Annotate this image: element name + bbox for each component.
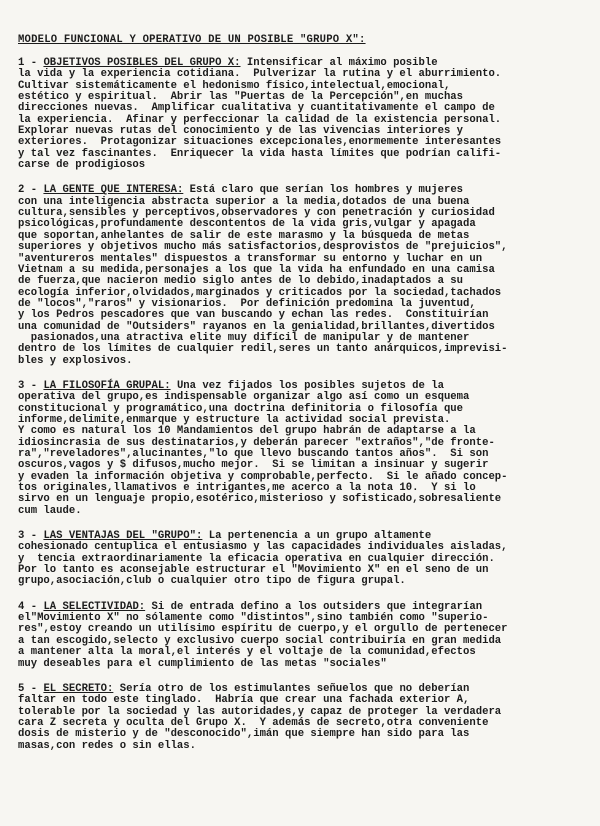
section-line: y evaden la información objetiva y comprobable,perfecto. Si le añado concep-: [18, 470, 508, 483]
section-line-text: Si de entrada defino a los outsiders que integrarían: [151, 600, 483, 613]
section-number: 3: [18, 530, 25, 543]
section-line: de fuerza,que nacieron medio siglo antes de lo debido,inadaptados a su: [18, 275, 464, 288]
section-line: superiores y objetivos mucho más satisfactorios,desprovistos de "prejuicios",: [18, 241, 508, 254]
section-line: constitucional y programático,una doctrina definitoria o filosofía que: [18, 402, 464, 415]
section-line: Vietnam a su medida,personajes a los que la vida ha enfundado en una camisa: [18, 263, 495, 276]
section-line: tos originales,llamativos e intrigantes,me acerco a la nota 10. Y si lo: [18, 482, 476, 495]
section-line: y los Pedros pescadores que van buscando y echan las redes. Constituirían: [18, 309, 489, 322]
section-line: la vida y la experiencia cotidiana. Pulverizar la rutina y el aburrimiento.: [18, 68, 502, 81]
document-title: MODELO FUNCIONAL Y OPERATIVO DE UN POSIBLE "GRUPO X":: [18, 34, 366, 46]
section-line: cum laude.: [18, 504, 82, 517]
section-dash: -: [24, 379, 44, 392]
section-dash: -: [24, 682, 44, 695]
section-line: Por lo tanto es aconsejable estructurar el "Movimiento X" en el seno de un: [18, 564, 489, 577]
section-number: 1: [18, 57, 25, 69]
section-line: ecología inferior,olvidados,marginados y criticados por la sociedad,tachados: [18, 286, 502, 299]
section-dash: -: [24, 600, 44, 613]
section-line: cara Z secreta y oculta del Grupo X. Y además de secreto,otra conveniente: [18, 716, 489, 729]
section-line: estético y espiritual. Abrir las "Puertas de la Percepción",en muchas: [18, 91, 464, 104]
section-dash: -: [24, 530, 44, 543]
section-number: 3: [18, 379, 25, 392]
section-line: el"Movimiento X" no sólamente como "distintos",sino también como "superio-: [18, 612, 489, 625]
section-dash: -: [24, 57, 44, 69]
section-line: una comunidad de "Outsiders" rayanos en la genialidad,brillantes,divertidos: [18, 320, 495, 333]
section-line: informe,delimite,enmarque y estructure la actividad social prevista.: [18, 413, 451, 426]
section-line-text: Sería otro de los estimulantes señuelos que no deberían: [119, 682, 470, 695]
section-line: a tan escogido,selecto y exclusivo cuerpo social contribuiría en gran medida: [18, 634, 502, 647]
section-line: dentro de los límites de cualquier redil,seres un tanto anárquicos,imprevisi-: [18, 343, 508, 356]
section-3: [18, 381, 586, 517]
section-line: oscuros,vagos y $ difusos,mucho mejor. Si se limitan a insinuar y sugerir: [18, 459, 489, 472]
section-number: 4: [18, 600, 25, 613]
sections-container: [18, 58, 586, 752]
section-line: Cultivar sistemáticamente el hedonismo físico,intelectual,emocional,: [18, 79, 451, 92]
section-heading: LAS VENTAJAS DEL "GRUPO":: [43, 530, 203, 543]
section-line: grupo,asociación,club o cualquier otro tipo de figura grupal.: [18, 575, 406, 588]
section-dash: -: [24, 184, 44, 197]
section-line: que soportan,anhelantes de salir de este marasmo y la búsqueda de metas: [18, 229, 470, 242]
section-number: 5: [18, 682, 25, 695]
section-6: [18, 684, 586, 752]
section-line: ra","reveladores",alucinantes,"lo que llevo buscando tantos años". Si son: [18, 448, 489, 460]
section-line: faltar en todo este tinglado. Habría que crear una fachada exterior A,: [18, 694, 470, 707]
section-line: sirvo en un lenguaje propio,esotérico,misterioso y sofisticado,sobresaliente: [18, 493, 502, 506]
section-line: Explorar nuevas rutas del conocimiento y de las vivencias interiores y: [18, 125, 464, 138]
section-heading: LA GENTE QUE INTERESA:: [43, 184, 184, 197]
section-line: y tal vez fascinantes. Enriquecer la vida hasta límites que podrían califi-: [18, 147, 502, 160]
section-line: exteriores. Protagonizar situaciones excepcionales,enormemente interesantes: [18, 136, 502, 149]
section-line: cohesionado centuplica el entusiasmo y las capacidades individuales aisladas,: [18, 541, 508, 554]
section-line: operativa del grupo,es indispensable organizar algo así como un esquema: [18, 391, 470, 404]
section-5: [18, 602, 586, 670]
section-line-text: La pertenencia a un grupo altamente: [208, 530, 432, 543]
section-line: cultura,sensibles y perceptivos,observadores y con penetración y curiosidad: [18, 207, 495, 220]
section-line: tolerable por la sociedad y las autoridades,y capaz de proteger la verdadera: [18, 705, 502, 718]
section-line-text: Intensificar al máximo posible: [246, 57, 438, 69]
section-line: res",estoy creando un utilísimo espíritu de cuerpo,y el orgullo de pertenecer: [18, 623, 508, 636]
section-line: pasionados,una atractiva elite muy difícil de manipular y de mantener: [18, 331, 470, 344]
section-4: [18, 531, 586, 588]
section-line-text: Una vez fijados los posibles sujetos de la: [176, 379, 444, 392]
section-line: muy deseables para el cumplimiento de las metas "sociales": [18, 657, 387, 670]
section-line: carse de prodigiosos: [18, 159, 146, 172]
section-line: masas,con redes o sin ellas.: [18, 739, 197, 752]
section-line: con una inteligencia abstracta superior a la media,dotados de una buena: [18, 195, 470, 208]
section-line: dosis de misterio y de "desconocido",imán que siempre han sido para las: [18, 728, 470, 741]
section-line: "aventureros mentales" dispuestos a transformar su entorno y luchar en un: [18, 252, 483, 265]
section-line: idiosincrasia de sus destinatarios,y deberán parecer "extraños","de fronte-: [18, 436, 495, 449]
section-line: Y como es natural los 10 Mandamientos del grupo habrán de adaptarse a la: [18, 425, 476, 438]
section-line: bles y explosivos.: [18, 354, 133, 367]
section-number: 2: [18, 184, 25, 197]
section-line: y tencia extraordinariamente la eficacia operativa en cualquier dirección.: [18, 552, 495, 565]
section-line: la experiencia. Afinar y perfeccionar la calidad de la existencia personal.: [18, 113, 502, 126]
section-line: de "locos","raros" y visionarios. Por definición predomina la juventud,: [18, 297, 476, 310]
section-line: direcciones nuevas. Amplificar cualitativa y cuantitativamente el campo de: [18, 102, 495, 115]
section-heading: LA FILOSOFÍA GRUPAL:: [43, 379, 171, 392]
section-2: [18, 185, 586, 367]
section-line-text: Está claro que serían los hombres y mujeres: [189, 184, 464, 197]
section-line: psicológicas,profundamente descontentos de la vida gris,vulgar y apagada: [18, 218, 476, 231]
section-heading: EL SECRETO:: [43, 682, 114, 695]
section-heading: LA SELECTIVIDAD:: [43, 600, 146, 613]
section-heading: OBJETIVOS POSIBLES DEL GRUPO X:: [43, 57, 241, 69]
section-line: a mantener alta la moral,el interés y el voltaje de la comunidad,efectos: [18, 646, 476, 659]
section-1: [18, 58, 586, 171]
